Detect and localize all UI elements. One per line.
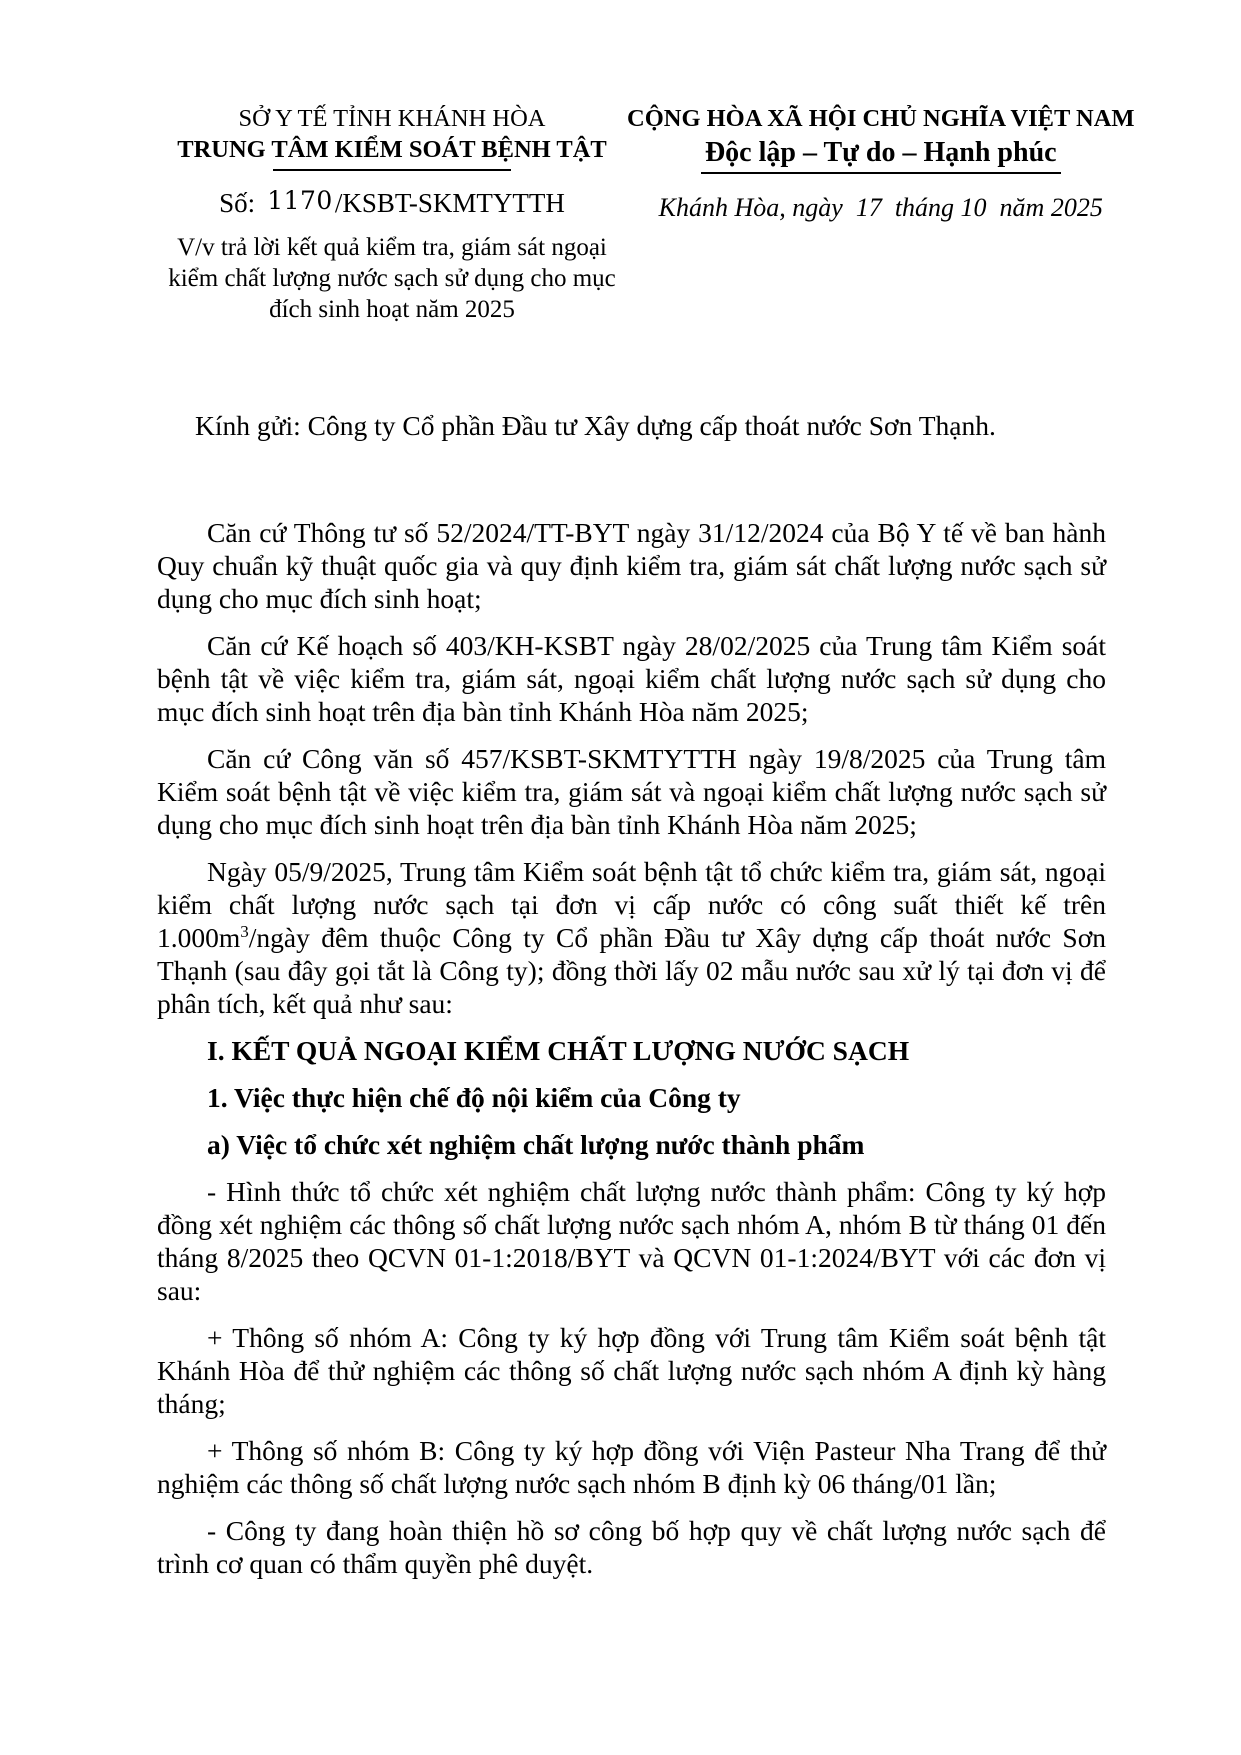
national-header-block [627, 103, 1135, 224]
section-heading-results: I. KẾT QUẢ NGOẠI KIỂM CHẤT LƯỢNG NƯỚC SẠCH [207, 1035, 910, 1066]
document-number-line [157, 187, 627, 220]
parent-agency-name: SỞ Y TẾ TỈNH KHÁNH HÒA [238, 105, 546, 132]
paragraph-legal-basis-circular: Căn cứ Thông tư số 52/2024/TT-BYT ngày 31/12/2024 của Bộ Y tế về ban hành Quy chuẩn kỹ thuật quốc gia và quy định kiểm tra, giám sát chất lượng nước sạch sử dụng cho mục đích sinh hoạt; [157, 517, 1106, 614]
paragraph-legal-basis-plan: Căn cứ Kế hoạch số 403/KH-KSBT ngày 28/02/2025 của Trung tâm Kiểm soát bệnh tật về việc kiểm tra, giám sát, ngoại kiểm chất lượng nước sạch sử dụng cho mục đích sinh hoạt trên địa bàn tỉnh Khánh Hòa năm 2025; [157, 630, 1106, 727]
document-body [157, 516, 1106, 1580]
issuing-agency-name: TRUNG TÂM KIỂM SOÁT BỆNH TẬT [177, 136, 607, 163]
header-left-divider [273, 169, 511, 171]
inspection-summary-text-post: /ngày đêm thuộc Công ty Cổ phần Đầu tư Xây dựng cấp thoát nước Sơn Thạnh (sau đây gọi tắt là Công ty); đồng thời lấy 02 mẫu nước sau xử lý tại đơn vị để phân tích, kết quả như sau: [157, 922, 1106, 1019]
subsection-heading-testing-organization: a) Việc tổ chức xét nghiệm chất lượng nước thành phẩm [207, 1129, 865, 1160]
cubic-meter-superscript: 3 [240, 921, 249, 941]
national-motto-wrap [627, 136, 1135, 174]
paragraph-group-a-parameters: + Thông số nhóm A: Công ty ký hợp đồng với Trung tâm Kiểm soát bệnh tật Khánh Hòa để thử nghiệm các thông số chất lượng nước sạch nhóm A định kỳ hàng tháng; [157, 1322, 1106, 1419]
document-number-label: Số: [219, 188, 256, 218]
place-and-date-line: Khánh Hòa, ngày 17 tháng 10 năm 2025 [658, 193, 1103, 222]
recipient-line: Kính gửi: Công ty Cổ phần Đầu tư Xây dựng cấp thoát nước Sơn Thạnh. [195, 410, 996, 441]
national-name: CỘNG HÒA XÃ HỘI CHỦ NGHĨA VIỆT NAM [627, 105, 1135, 132]
paragraph-conformity-dossier: - Công ty đang hoàn thiện hồ sơ công bố hợp quy về chất lượng nước sạch để trình cơ quan có thẩm quyền phê duyệt. [157, 1515, 1106, 1579]
issuing-org-block [157, 103, 627, 325]
national-motto: Độc lập – Tự do – Hạnh phúc [701, 136, 1061, 174]
subsection-heading-internal-control: 1. Việc thực hiện chế độ nội kiểm của Công ty [207, 1082, 741, 1113]
paragraph-inspection-summary [157, 855, 1106, 1020]
inspection-summary-text-pre: Ngày 05/9/2025, Trung tâm Kiểm soát bệnh tật tổ chức kiểm tra, giám sát, ngoại kiểm chất lượng nước sạch tại đơn vị cấp nước có công suất thiết kế trên 1.000m [157, 856, 1106, 953]
document-subject: V/v trả lời kết quả kiểm tra, giám sát ngoại kiểm chất lượng nước sạch sử dụng cho mục đích sinh hoạt năm 2025 [168, 234, 616, 323]
document-number-value: 1170 [267, 186, 333, 215]
paragraph-legal-basis-official-letter: Căn cứ Công văn số 457/KSBT-SKMTYTTH ngày 19/8/2025 của Trung tâm Kiểm soát bệnh tật về việc kiểm tra, giám sát và ngoại kiểm chất lượng nước sạch sử dụng cho mục đích sinh hoạt trên địa bàn tỉnh Khánh Hòa năm 2025; [157, 743, 1106, 840]
document-header [157, 103, 1135, 325]
paragraph-group-b-parameters: + Thông số nhóm B: Công ty ký hợp đồng với Viện Pasteur Nha Trang để thử nghiệm các thông số chất lượng nước sạch nhóm B định kỳ 06 tháng/01 lần; [157, 1435, 1106, 1499]
document-number-code: /KSBT-SKMTYTTH [334, 188, 565, 218]
paragraph-testing-contract-overview: - Hình thức tổ chức xét nghiệm chất lượng nước thành phẩm: Công ty ký hợp đồng xét nghiệm các thông số chất lượng nước sạch nhóm A, nhóm B từ tháng 01 đến tháng 8/2025 theo QCVN 01-1:2018/BYT và QCVN 01-1:2024/BYT với các đơn vị sau: [157, 1176, 1106, 1306]
